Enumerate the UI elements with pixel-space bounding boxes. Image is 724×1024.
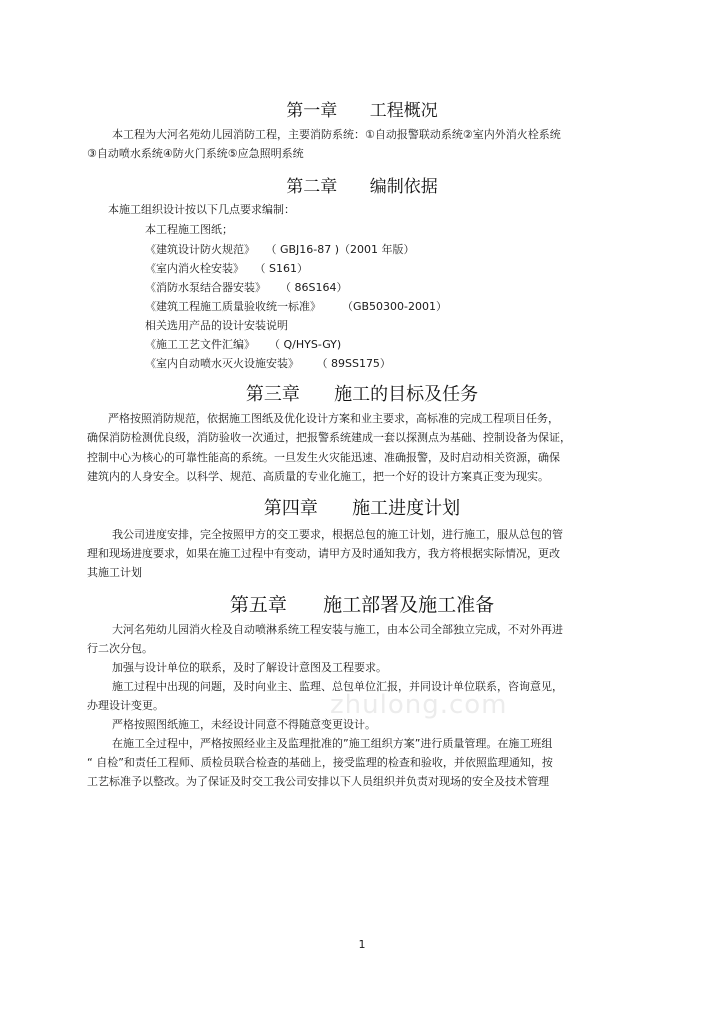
chapter-3-line-2: 确保消防检测优良级，消防验收一次通过，把报警系统建成一套以探测点为基础、控制设备为保证， [87,431,571,444]
chapter-5-line-8: “ 自检”和责任工程师、质检员联合检查的基础上，接受监理的检查和验收，并依照监理通知，按 [87,756,553,769]
page-number: 1 [358,938,366,951]
chapter-5-line-1: 大河名苑幼儿园消火栓及自动喷淋系统工程安装与施工，由本公司全部独立完成，不对外再进 [112,623,563,636]
chapter-2-line-9: 《室内自动喷水灭火设施安装》 （ 89SS175） [145,357,391,370]
chapter-3-line-4: 建筑内的人身安全。以科学、规范、高质量的专业化施工，把一个好的设计方案真正变为现实。 [87,470,549,483]
chapter-2-line-1: 本施工组织设计按以下几点要求编制： [108,203,295,216]
chapter-5-line-6: 严格按照图纸施工，未经设计同意不得随意变更设计。 [112,718,376,731]
chapter-5-heading: 第五章 施工部署及施工准备 [229,594,495,616]
chapter-2-line-7: 相关选用产品的设计安装说明 [145,319,288,332]
chapter-5-line-7: 在施工全过程中，严格按照经业主及监理批准的”施工组织方案”进行质量管理。在施工班组 [112,737,553,750]
chapter-2-heading: 第二章 编制依据 [286,177,438,197]
chapter-2-line-2: 本工程施工图纸； [145,223,233,236]
chapter-5-line-9: 工艺标准予以整改。为了保证及时交工我公司安排以下人员组织并负责对现场的安全及技术管理 [87,775,549,788]
chapter-1-line-2: ③自动喷水系统④防火门系统⑤应急照明系统 [87,147,304,160]
watermark: zhulong.com [330,690,508,720]
chapter-1-heading: 第一章 工程概况 [286,101,438,121]
chapter-2-line-3: 《建筑设计防火规范》 （ GBJ16-87 )（2001 年版） [145,243,415,256]
chapter-5-line-4: 施工过程中出现的问题，及时向业主、监理、总包单位汇报，并同设计单位联系，咨询意见， [112,680,563,693]
chapter-4-line-3: 其施工计划 [87,566,142,579]
chapter-1-line-1: 本工程为大河名苑幼儿园消防工程，主要消防系统：①自动报警联动系统②室内外消火栓系统 [112,128,561,141]
chapter-2-line-4: 《室内消火栓安装》 （ S161） [145,262,308,275]
chapter-5-line-3: 加强与设计单位的联系，及时了解设计意图及工程要求。 [112,661,387,674]
chapter-2-line-6: 《建筑工程施工质量验收统一标准》 （GB50300-2001） [145,300,448,313]
chapter-5-line-2: 行二次分包。 [87,642,153,655]
chapter-2-line-5: 《消防水泵结合器安装》 （ 86S164） [145,281,348,294]
chapter-3-line-3: 控制中心为核心的可靠性能高的系统。一旦发生火灾能迅速、准确报警，及时启动相关资源，确保 [87,451,560,464]
chapter-3-heading: 第三章 施工的目标及任务 [245,384,479,405]
chapter-4-line-2: 理和现场进度要求，如果在施工过程中有变动，请甲方及时通知我方，我方将根据实际情况，更改 [87,547,560,560]
chapter-4-line-1: 我公司进度安排，完全按照甲方的交工要求，根据总包的施工计划，进行施工，服从总包的管 [112,528,563,541]
chapter-2-line-8: 《施工工艺文件汇编》 （ Q/HYS-GY) [145,338,342,351]
chapter-3-line-1: 严格按照消防规范，依据施工图纸及优化设计方案和业主要求，高标准的完成工程项目任务， [108,412,559,425]
chapter-4-heading: 第四章 施工进度计划 [263,498,461,519]
chapter-5-line-5: 办理设计变更。 [87,699,164,712]
